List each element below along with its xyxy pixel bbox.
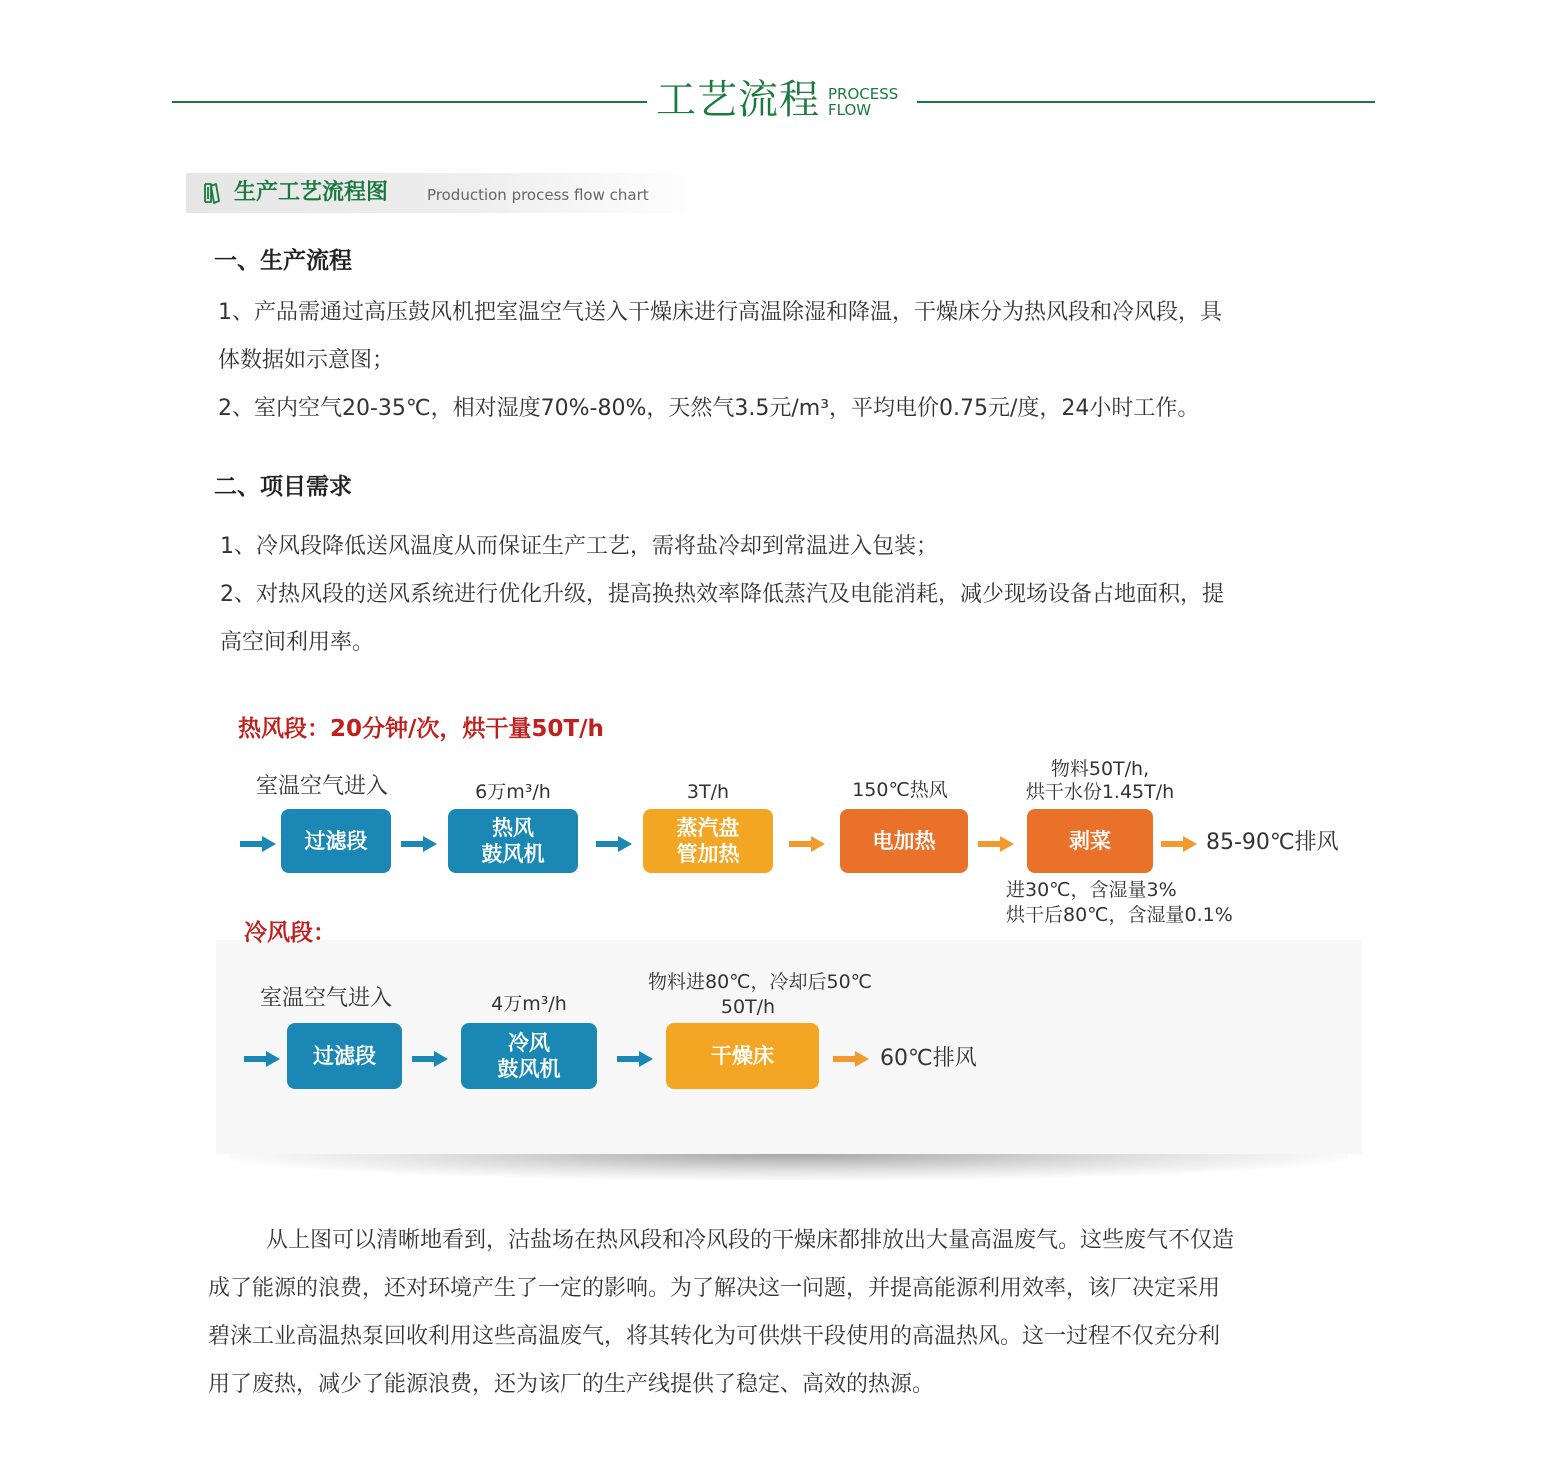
cold-box-dryer: [666, 1023, 819, 1089]
hot-box-steam-coil-label: 蒸汽盘 管加热: [676, 816, 740, 866]
conclusion-line-1: 从上图可以清晰地看到，沽盐场在热风段和冷风段的干燥床都排放出大量高温废气。这些废气不仅造: [266, 1228, 1235, 1253]
hot-note-inlet: 进30℃，含湿量3%: [1006, 879, 1177, 901]
cold-arrow-icon-1: [244, 1051, 280, 1067]
page-title: 工艺流程: [656, 77, 820, 123]
hot-arrow-icon-6: [1161, 836, 1197, 852]
header-divider-left: [172, 101, 647, 103]
cold-flow-label: 4万m³/h: [491, 993, 567, 1015]
hot-box-blower-label: 热风 鼓风机: [481, 816, 545, 866]
hot-arrow-icon-5: [978, 836, 1014, 852]
page-title-en-line2: FLOW: [828, 101, 872, 119]
page-title-en: [828, 86, 898, 118]
conclusion-line-2: 成了能源的浪费，还对环境产生了一定的影响。为了解决这一问题，并提高能源利用效率，该厂决定采用: [208, 1276, 1221, 1301]
section2-heading: 二、项目需求: [214, 474, 352, 500]
cold-box-dryer-label: 干燥床: [711, 1044, 774, 1068]
conclusion-line-3: 碧涞工业高温热泵回收利用这些高温废气，将其转化为可供烘干段使用的高温热风。这一过程不仅充分利: [208, 1324, 1221, 1349]
section1-line-2: 体数据如示意图；: [218, 348, 395, 373]
conclusion-line-4: 用了废热，减少了能源浪费，还为该厂的生产线提供了稳定、高效的热源。: [208, 1372, 935, 1397]
header-divider-right: [917, 101, 1375, 103]
page-title-en-line1: PROCESS: [828, 85, 899, 103]
cold-rate-label: 50T/h: [720, 996, 776, 1018]
hot-moisture-label: 烘干水份1.45T/h: [1025, 781, 1175, 803]
hot-arrow-icon-3: [596, 836, 632, 852]
hot-flow-label: 6万m³/h: [475, 781, 551, 803]
diagram-shadow: [230, 1154, 1348, 1180]
cold-box-blower-label: 冷风 鼓风机: [497, 1031, 561, 1081]
hot-arrow-icon-1: [240, 836, 276, 852]
cold-arrow-icon-2: [412, 1051, 448, 1067]
section1-heading: 一、生产流程: [214, 248, 352, 274]
hot-box-filter-label: 过滤段: [304, 829, 368, 853]
cold-arrow-icon-4: [833, 1051, 869, 1067]
cold-box-filter: [287, 1023, 402, 1089]
section2-line-2: 2、对热风段的送风系统进行优化升级，提高换热效率降低蒸汽及电能消耗，减少现场设备占地面积，提: [220, 582, 1225, 607]
section-banner: [186, 173, 706, 213]
cold-box-blower: [461, 1023, 597, 1089]
hot-note-outlet: 烘干后80℃，含湿量0.1%: [1006, 904, 1233, 926]
section2-line-3: 高空间利用率。: [220, 630, 375, 655]
hot-box-electric-heat: [840, 809, 968, 873]
cold-exhaust-label: 60℃排风: [880, 1046, 977, 1071]
hot-exhaust-label: 85-90℃排风: [1206, 830, 1339, 855]
hot-box-filter: [281, 809, 391, 873]
cold-section-title: 冷风段：: [244, 920, 336, 946]
hot-air-label: 150℃热风: [852, 779, 948, 801]
hot-intake-label: 室温空气进入: [256, 774, 389, 799]
hot-arrow-icon-2: [401, 836, 437, 852]
hot-box-electric-heat-label: 电加热: [872, 829, 936, 853]
hot-steam-label: 3T/h: [686, 781, 730, 803]
cold-material-label: 物料进80℃，冷却后50℃: [647, 971, 873, 993]
section1-line-1: 1、产品需通过高压鼓风机把室温空气送入干燥床进行高温除湿和降温，干燥床分为热风段和冷风段，具: [218, 300, 1223, 325]
cold-box-filter-label: 过滤段: [313, 1044, 376, 1068]
hot-material-label: 物料50T/h,: [1050, 758, 1150, 780]
banner-subtitle: Production process flow chart: [427, 186, 649, 204]
hot-section-title: 热风段：20分钟/次，烘干量50T/h: [238, 716, 604, 742]
cold-arrow-icon-3: [617, 1051, 653, 1067]
book-icon: [202, 182, 222, 204]
hot-arrow-icon-4: [789, 836, 825, 852]
hot-box-steam-coil: [643, 809, 773, 873]
hot-box-dryer: [1027, 809, 1153, 873]
hot-box-dryer-label: 剥菜: [1069, 829, 1111, 853]
hot-box-blower: [448, 809, 578, 873]
section2-line-1: 1、冷风段降低送风温度从而保证生产工艺，需将盐冷却到常温进入包装；: [220, 534, 938, 559]
section1-line-3: 2、室内空气20-35℃，相对湿度70%-80%，天然气3.5元/m³，平均电价0.75元/度，24小时工作。: [218, 396, 1200, 421]
cold-intake-label: 室温空气进入: [260, 986, 393, 1011]
banner-title: 生产工艺流程图: [234, 180, 389, 205]
